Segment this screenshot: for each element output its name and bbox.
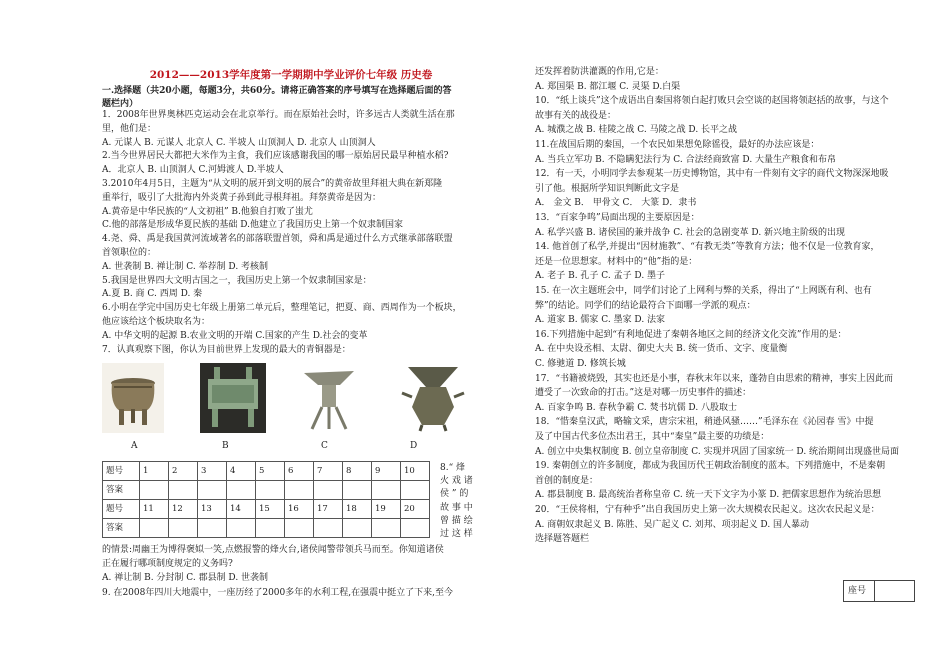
answer-table-cell: 17 <box>314 500 343 519</box>
right-line: A. 郡县制度 B. 最高统治者称皇帝 C. 统一天下文字为小篆 D. 把儒家思想作为统治思想 <box>535 490 882 501</box>
left-line: 7．认真观察下图，你认为目前世界上发现的最大的青铜器是： <box>102 344 351 355</box>
answer-table <box>102 461 430 538</box>
answer-table-cell: 3 <box>198 462 227 481</box>
right-line: 16.下列措施中起到“有利地促进了秦朝各地区之间的经济文化交流”作用的是： <box>535 329 847 340</box>
answer-table-cell: 7 <box>314 462 343 481</box>
q8-side-line: 过 这 样 <box>440 529 473 539</box>
answer-cell[interactable] <box>285 519 314 538</box>
left-line: A．北京人 B. 山顶洞人 C.河姆渡人 D.半坡人 <box>102 165 284 176</box>
left-line: 5.我国是世界四大文明古国之一，我国历史上第一个奴隶制国家是： <box>102 275 372 286</box>
section-heading <box>102 85 480 111</box>
answer-table-cell: 4 <box>227 462 256 481</box>
right-line: A. 百家争鸣 B. 春秋争霸 C. 焚书坑儒 D. 八股取士 <box>535 402 738 413</box>
section-heading-line-1: 一.选择题（共20小题，每题3分，共60分。请将正确答案的序号填写在选择题后面的答 <box>102 86 452 96</box>
q8-side-line: 8.“ 烽 <box>440 463 466 473</box>
answer-cell[interactable] <box>401 519 430 538</box>
q8-side-line: 曾 描 绘 <box>440 515 473 526</box>
right-line: A. 道家 B. 儒家 C. 墨家 D. 法家 <box>535 315 666 326</box>
answer-table-cell: 11 <box>140 500 169 519</box>
image-label-a: A <box>131 441 138 451</box>
answer-cell[interactable] <box>227 481 256 500</box>
left-line: A. 中华文明的起源 B.农业文明的开端 C.国家的产生 D.社会的变革 <box>102 330 368 341</box>
right-line: A. 私学兴盛 B. 诸侯国的兼并战争 C. 社会的急剧变革 D. 新兴地主阶级的出现 <box>535 227 846 238</box>
left-line: 里，他们是： <box>102 123 157 134</box>
right-line: 还是一位思想家。材料中的“他”指的是： <box>535 256 698 267</box>
answer-cell[interactable] <box>256 481 285 500</box>
left-line: A.夏 B. 商 C. 西周 D. 秦 <box>102 289 203 300</box>
answer-table-cell: 题号 <box>103 462 140 481</box>
q8-side-line: 故 事 中 <box>440 502 473 513</box>
answer-cell[interactable] <box>401 481 430 500</box>
left-line: 重举行，吸引了大批海内外炎黄子孙到此寻根拜祖。拜祭黄帝是因为： <box>102 192 382 203</box>
answer-table-cell: 9 <box>372 462 401 481</box>
right-line: 18．“惜秦皇汉武，略输文采，唐宗宋祖，稍逊风骚……”毛泽东在《沁园春 雪》中提 <box>535 417 874 428</box>
left-line: 4.尧、舜、禹是我国黄河流域著名的部落联盟首领，舜和禹是通过什么方式继承部落联盟 <box>102 234 453 245</box>
left-line: 2.当今世界居民大都把大米作为主食，我们应该感谢我国的哪一原始居民最早种植水稻? <box>102 151 449 162</box>
bronze-ding-a-image <box>102 363 164 433</box>
bronze-zun-d-image <box>398 363 468 433</box>
answer-cell[interactable] <box>227 519 256 538</box>
left-line: 1．2008年世界奥林匹克运动会在北京举行。而在原始社会时，许多远古人类就生活在那 <box>102 110 455 120</box>
answer-table-cell: 6 <box>285 462 314 481</box>
answer-table-cell: 12 <box>169 500 198 519</box>
right-line: 12．有一天，小明同学去参观某一历史博物馆，其中有一件刻有文字的商代文物深深地吸 <box>535 169 889 180</box>
right-line: 故事有关的战役是： <box>535 110 617 121</box>
right-line: 弊”的结论。同学们的结论最符合下面哪一学派的观点： <box>535 300 756 311</box>
section-heading-line-2: 题栏内） <box>102 99 139 109</box>
answer-cell[interactable] <box>198 519 227 538</box>
answer-table-cell: 答案 <box>103 481 140 500</box>
left-line: A.黄帝是中华民族的“人文初祖” B.他狼自打败了蚩尤 <box>102 206 313 217</box>
exam-title: 2012——2013学年度第一学期期中学业评价七年级 历史卷 <box>149 69 433 81</box>
q8-side-line: 火 戏 诸 <box>440 476 473 487</box>
right-line: 20．“王侯将相，宁有种乎”出自我国历史上第一次大规模农民起义。这次农民起义是： <box>535 505 880 515</box>
left-line: 6.小明在学完中国历史七年级上册第二单元后，整理笔记，把夏、商、西周作为一个板块， <box>102 303 462 314</box>
right-line: 还发挥着防洪灌溉的作用,它是： <box>535 67 664 77</box>
right-line: 引了他。根据所学知识判断此文字是 <box>535 183 680 194</box>
answer-cell[interactable] <box>140 519 169 538</box>
right-line: A． 金文 B． 甲骨文 C． 大篆 D．隶书 <box>535 198 697 209</box>
image-label-d: D <box>410 441 418 451</box>
answer-table-cell: 8 <box>343 462 372 481</box>
answer-table-cell: 1 <box>140 462 169 481</box>
bronze-vessel-images <box>102 363 480 447</box>
answer-cell[interactable] <box>169 519 198 538</box>
seat-number-box[interactable] <box>843 580 915 602</box>
answer-cell[interactable] <box>314 519 343 538</box>
right-line: 11.在战国后期的秦国，一个农民如果想免除徭役，最好的办法应该是： <box>535 140 820 150</box>
answer-table-cell: 答案 <box>103 519 140 538</box>
right-line: 10．“纸上谈兵”这个成语出自秦国将领白起打败只会空谈的赵国将领赵括的故事，与这个 <box>535 96 889 107</box>
left-bottom-line: 正在履行哪项制度规定的义务吗? <box>102 559 233 570</box>
answer-table-row <box>103 462 430 481</box>
answer-table-cell: 18 <box>343 500 372 519</box>
left-line: A. 世袭制 B. 禅让制 C. 举荐制 D. 考核制 <box>102 261 269 272</box>
answer-table-cell: 10 <box>401 462 430 481</box>
answer-cell[interactable] <box>343 519 372 538</box>
right-line: 14. 他首创了私学,并提出“因材施教”、“有教无类”等教育方法；他不仅是一位教育家， <box>535 242 880 253</box>
answer-cell[interactable] <box>285 481 314 500</box>
answer-table-cell: 13 <box>198 500 227 519</box>
right-line: A. 老子 B. 孔子 C. 孟子 D. 墨子 <box>535 271 666 282</box>
answer-table-cell: 2 <box>169 462 198 481</box>
right-line: 13．“百家争鸣”局面出现的主要原因是： <box>535 213 700 223</box>
right-line: 17．“书籍被烧毁，其实也还是小事，春秋末年以来，蓬勃自由思索的精神，事实上因此而 <box>535 373 894 384</box>
left-line: 3.2010年4月5日，主题为“从文明的展开到文明的展合”的黄帝故里拜祖大典在新郑隆 <box>102 179 443 189</box>
right-line: 选择题答题栏 <box>535 534 590 545</box>
bronze-square-ding-b-image <box>200 363 266 433</box>
right-line: 15. 在一次主题班会中，同学们讨论了上网利与弊的关系，得出了“上网既有利、也有 <box>535 286 872 296</box>
right-line: 首创的制度是： <box>535 475 599 486</box>
answer-cell[interactable] <box>169 481 198 500</box>
right-line: 19. 秦朝创立的许多制度，都成为我国历代王朝政治制度的蓝本。下列措施中，不是秦朝 <box>535 461 886 472</box>
right-line: 遭受了一次致命的打击。”这是对哪一历史事件的描述： <box>535 388 752 399</box>
q8-side-line: 侯 ” 的 <box>440 489 469 500</box>
answer-table-cell: 题号 <box>103 500 140 519</box>
answer-table-cell: 20 <box>401 500 430 519</box>
answer-cell[interactable] <box>198 481 227 500</box>
answer-table-cell: 19 <box>372 500 401 519</box>
right-line: A. 在中央设丞相、太尉、御史大夫 B. 统一货币、文字、度量衡 <box>535 344 788 355</box>
left-bottom-line: A. 禅让制 B. 分封制 C. 郡县制 D. 世袭制 <box>102 573 269 584</box>
answer-table-cell: 5 <box>256 462 285 481</box>
answer-cell[interactable] <box>343 481 372 500</box>
image-label-b: B <box>222 441 229 451</box>
right-line: A. 当兵立军功 B. 不隐瞒犯法行为 C. 合法经商致富 D. 大量生产粮食和布帛 <box>535 154 837 165</box>
left-line: A. 元谋人 B. 元谋人 北京人 C. 半坡人 山顶洞人 D. 北京人 山顶洞人 <box>102 137 376 148</box>
seat-number-label: 座号 <box>848 586 867 596</box>
answer-cell[interactable] <box>256 519 285 538</box>
left-bottom-line: 9. 在2008年四川大地震中，一座历经了2000多年的水利工程,在强震中挺立了下来,至今 <box>102 587 453 598</box>
right-line: C. 修驰道 D. 修筑长城 <box>535 359 626 369</box>
right-line: 及了中国古代多位杰出君王，其中“秦皇”最主要的功绩是： <box>535 432 770 442</box>
right-line: A. 商朝奴隶起义 B. 陈胜、吴广起义 C. 刘邦、项羽起义 D. 国人暴动 <box>535 519 810 530</box>
left-line: C.他的部落是形成华夏民族的基础 D.他建立了我国历史上第一个奴隶制国家 <box>102 220 404 231</box>
right-line: A. 城濮之战 B. 桂陵之战 C. 马陵之战 D. 长平之战 <box>535 125 738 136</box>
image-label-c: C <box>321 441 328 451</box>
answer-cell[interactable] <box>314 481 343 500</box>
answer-table-row <box>103 500 430 519</box>
answer-cell[interactable] <box>140 481 169 500</box>
left-line: 他应该给这个板块取名为： <box>102 317 211 327</box>
answer-cell[interactable] <box>372 519 401 538</box>
answer-table-row <box>103 481 430 500</box>
answer-table-cell: 14 <box>227 500 256 519</box>
bronze-jue-c-image <box>298 363 360 433</box>
answer-table-cell: 16 <box>285 500 314 519</box>
right-line: A. 郑国渠 B. 都江堰 C. 灵渠 D.白渠 <box>535 81 681 92</box>
answer-cell[interactable] <box>372 481 401 500</box>
seat-number-divider <box>874 581 875 601</box>
left-bottom-line: 的情景:周幽王为博得褒姒一笑,点燃报警的烽火台,诸侯闻警带领兵马而至。你知道诸侯 <box>102 545 444 555</box>
answer-table-cell: 15 <box>256 500 285 519</box>
answer-table-row <box>103 519 430 538</box>
right-line: A. 创立中央集权制度 B. 创立皇帝制度 C. 实现并巩固了国家统一 D. 统治期间出现盛世局面 <box>535 446 900 457</box>
left-line: 首领职位的： <box>102 248 157 258</box>
